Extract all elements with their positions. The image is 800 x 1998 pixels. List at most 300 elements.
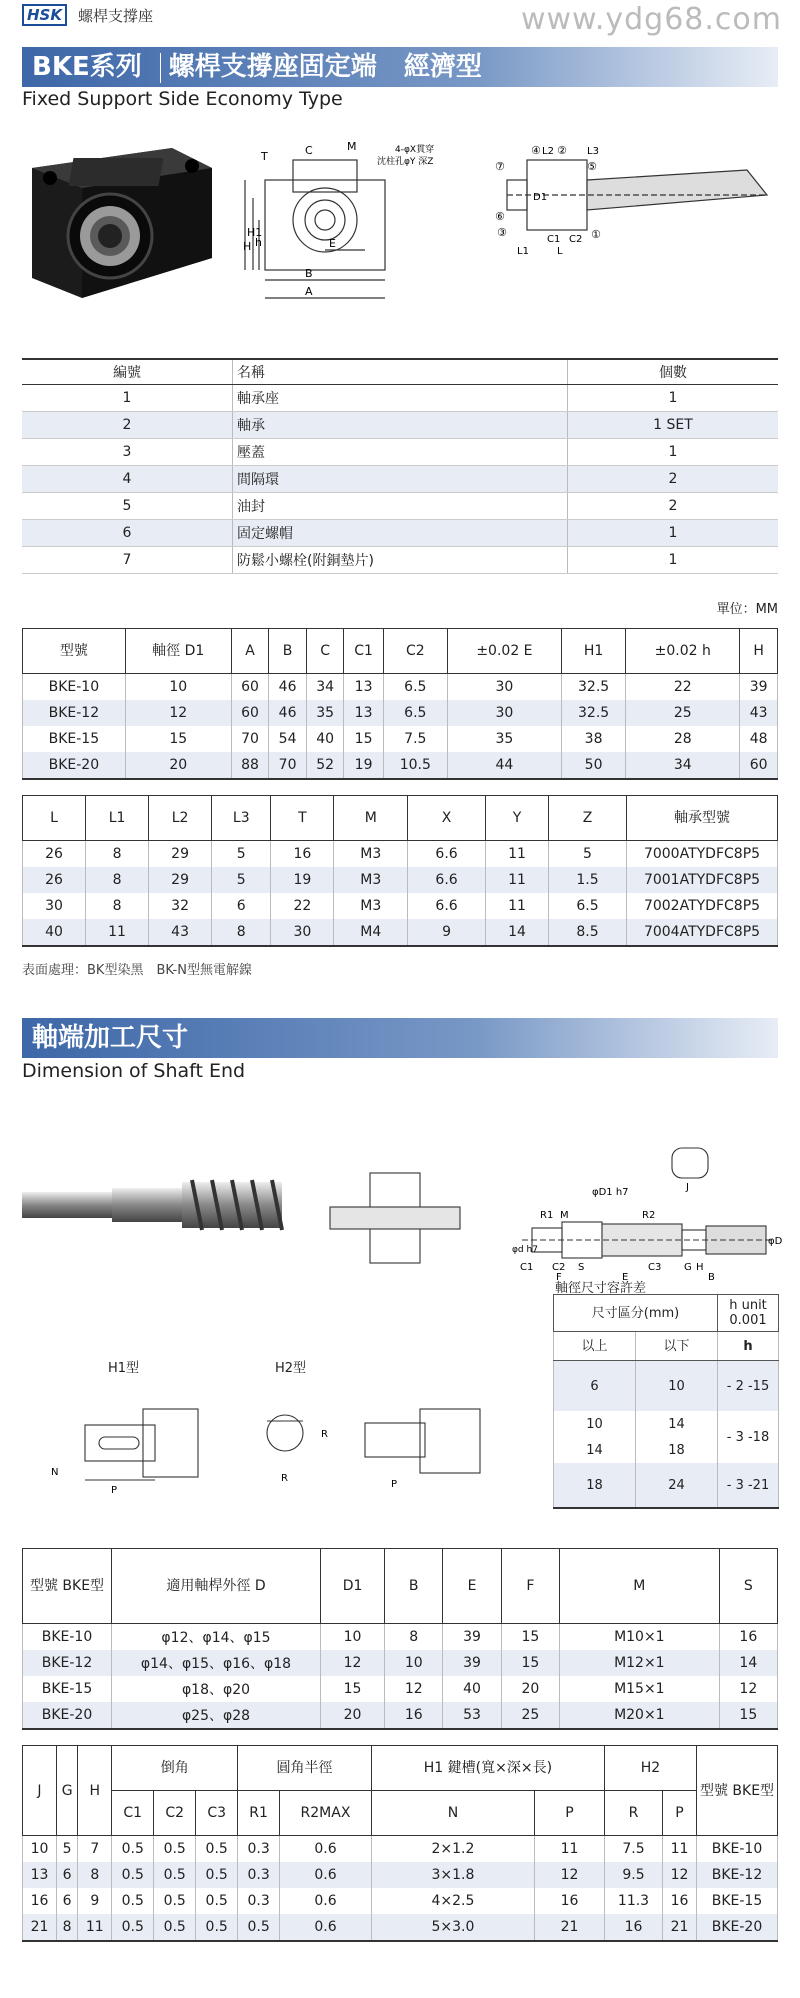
col-header: P <box>535 1791 605 1836</box>
table-cell: 8.5 <box>549 919 627 946</box>
col-header: C1 <box>344 629 383 674</box>
section2-title-bar <box>22 1018 778 1058</box>
table-cell: BKE-15 <box>23 1676 112 1702</box>
table-cell: 4×2.5 <box>371 1888 534 1914</box>
table-cell: 26 <box>23 867 86 893</box>
table-row <box>23 841 778 868</box>
table-cell: 2 <box>568 466 779 493</box>
part-3: ③ <box>497 226 507 239</box>
table-cell: 10 <box>125 674 231 701</box>
part-6: ⑥ <box>495 210 505 223</box>
table-cell: 0.3 <box>238 1862 280 1888</box>
table-cell: 60 <box>740 752 778 779</box>
table-cell: 30 <box>271 919 334 946</box>
col-header: 型號 <box>23 629 126 674</box>
table-cell: 1 <box>22 385 233 412</box>
table-row <box>23 1888 778 1914</box>
table-cell: 16 <box>385 1702 443 1729</box>
shaft-photo <box>22 1170 282 1245</box>
table-cell: 32 <box>149 893 212 919</box>
table-cell: 固定螺帽 <box>233 520 568 547</box>
table-cell: 6.6 <box>408 867 486 893</box>
label-C1: C1 <box>520 1262 534 1273</box>
col-header: S <box>719 1549 777 1624</box>
col-header: C2 <box>383 629 447 674</box>
table-cell: 12 <box>719 1676 777 1702</box>
table-cell: 5×3.0 <box>371 1914 534 1941</box>
table-cell: 3 <box>22 439 233 466</box>
table-cell: 15 <box>501 1624 559 1651</box>
table-cell: 6.6 <box>408 893 486 919</box>
col-header: T <box>271 796 334 841</box>
table-cell: 0.5 <box>112 1914 154 1941</box>
h1-label-P: P <box>111 1485 118 1496</box>
col-header: B <box>385 1549 443 1624</box>
table-cell: 0.6 <box>280 1888 372 1914</box>
table-cell: 6 <box>554 1361 636 1412</box>
table-cell: 8 <box>56 1914 77 1941</box>
table-cell: 10 <box>385 1650 443 1676</box>
label-H: H <box>696 1262 704 1273</box>
table-cell: 7001ATYDFC8P5 <box>627 867 778 893</box>
table-cell: 11 <box>485 867 548 893</box>
label-h: h <box>255 236 262 249</box>
table-cell: 11 <box>78 1914 112 1941</box>
table-cell: φ12、φ14、φ15 <box>112 1624 321 1651</box>
table-cell: 0.5 <box>196 1914 238 1941</box>
table-cell: M12×1 <box>560 1650 720 1676</box>
table-cell: 8 <box>212 919 271 946</box>
table-row <box>23 893 778 919</box>
table-cell: 30 <box>447 674 561 701</box>
table-row <box>22 547 778 574</box>
col-header: M <box>560 1549 720 1624</box>
table-row <box>22 493 778 520</box>
label-L1: L1 <box>517 246 529 257</box>
table-cell: 0.5 <box>154 1888 196 1914</box>
label-E: E <box>329 237 336 250</box>
table-cell: 20 <box>125 752 231 779</box>
table-cell: 9.5 <box>604 1862 662 1888</box>
section-title: 螺桿支撐座固定端 <box>168 52 377 82</box>
table-cell: 6 <box>56 1888 77 1914</box>
table-cell: 16 <box>719 1624 777 1651</box>
shaft-bearing-drawing <box>330 1165 460 1275</box>
table-cell: 0.5 <box>154 1862 196 1888</box>
table-cell: 30 <box>447 700 561 726</box>
table-cell: 25 <box>626 700 740 726</box>
table-cell: 4 <box>22 466 233 493</box>
table-cell: 7.5 <box>604 1836 662 1863</box>
h2-label-R: R <box>321 1429 328 1440</box>
section2-title-en: Dimension of Shaft End <box>22 1060 246 1082</box>
table-cell: BKE-10 <box>23 674 126 701</box>
table-cell: 12 <box>125 700 231 726</box>
table-cell: M3 <box>334 841 408 868</box>
table-cell: BKE-20 <box>23 752 126 779</box>
table-cell: 18 <box>554 1463 636 1508</box>
table-cell: 16 <box>23 1888 57 1914</box>
part-1: ① <box>591 228 601 241</box>
table-cell: 16 <box>535 1888 605 1914</box>
label-R2: R2 <box>642 1210 656 1221</box>
table-cell: 1 <box>568 547 779 574</box>
label-F: F <box>556 1272 562 1283</box>
table-cell: BKE-20 <box>697 1914 778 1941</box>
table-cell: 軸承座 <box>233 385 568 412</box>
table-cell: 1 <box>568 385 779 412</box>
table-cell: 14 <box>485 919 548 946</box>
col-header: 型號 BKE型 <box>697 1746 778 1836</box>
table-cell: 軸承 <box>233 412 568 439</box>
table-cell: 40 <box>23 919 86 946</box>
table-cell: 53 <box>443 1702 501 1729</box>
col-header: L2 <box>149 796 212 841</box>
table-cell: 12 <box>321 1650 385 1676</box>
table-cell: 29 <box>149 867 212 893</box>
h2-type-drawing <box>255 1395 490 1495</box>
group-header: H2 <box>604 1746 696 1791</box>
section-view-drawing <box>487 140 782 345</box>
table-cell: 10 <box>321 1624 385 1651</box>
table-cell: 壓蓋 <box>233 439 568 466</box>
label-C: C <box>305 144 313 157</box>
table-cell: 6 <box>22 520 233 547</box>
table-cell: 15 <box>321 1676 385 1702</box>
table-cell: 11 <box>485 841 548 868</box>
table-cell: 39 <box>443 1650 501 1676</box>
table-row <box>23 752 778 779</box>
table-cell: 0.5 <box>112 1836 154 1863</box>
table-cell: 10 <box>23 1836 57 1863</box>
label-L2: L2 <box>542 146 554 157</box>
table-cell: BKE-10 <box>697 1836 778 1863</box>
table-cell: 46 <box>269 674 307 701</box>
surface-treatment-note: 表面處理：BK型染黑 BK-N型無電解鎳 <box>22 963 252 978</box>
h1-label-N: N <box>51 1467 59 1478</box>
col-header: 名稱 <box>233 359 568 385</box>
col-header: R1 <box>238 1791 280 1836</box>
table-cell: 0.3 <box>238 1888 280 1914</box>
table-cell: 60 <box>231 700 269 726</box>
table-row <box>22 520 778 547</box>
table-cell: 70 <box>231 726 269 752</box>
table-cell: 60 <box>231 674 269 701</box>
label-B: B <box>305 267 313 280</box>
label-H1: H1 <box>247 226 263 239</box>
table-cell: 35 <box>306 700 344 726</box>
col-header: L <box>23 796 86 841</box>
table-cell: 34 <box>306 674 344 701</box>
table-cell: 5 <box>549 841 627 868</box>
table-cell: 7000ATYDFC8P5 <box>627 841 778 868</box>
table-row <box>554 1361 779 1412</box>
label-R1: R1 <box>540 1210 554 1221</box>
table-cell: φ25、φ28 <box>112 1702 321 1729</box>
label-J: J <box>686 1182 689 1193</box>
label-C2: C2 <box>552 1262 566 1273</box>
table-cell: 0.5 <box>238 1914 280 1941</box>
part-7: ⑦ <box>495 160 505 173</box>
h2-label-P: P <box>391 1479 398 1490</box>
col-header: F <box>501 1549 559 1624</box>
label-M: M <box>560 1210 569 1221</box>
table-cell: - 3 -18 <box>718 1411 779 1463</box>
table-cell: h <box>718 1332 779 1361</box>
table-cell: 6.5 <box>549 893 627 919</box>
table-cell: 24 <box>635 1463 717 1508</box>
table-cell: 以上 <box>554 1332 636 1361</box>
table-cell: 0.5 <box>154 1914 196 1941</box>
table-cell: 12 <box>663 1862 697 1888</box>
table-cell: 26 <box>23 841 86 868</box>
label-L: L <box>557 246 563 257</box>
col-header: M <box>334 796 408 841</box>
table-row <box>23 1702 778 1729</box>
label-B: B <box>708 1272 715 1283</box>
table-cell: - 3 -21 <box>718 1463 779 1508</box>
table-cell: 39 <box>443 1624 501 1651</box>
label-L3: L3 <box>587 146 599 157</box>
table-row <box>23 1836 778 1863</box>
table-cell: BKE-10 <box>23 1624 112 1651</box>
table-cell: 0.5 <box>112 1888 154 1914</box>
table-cell: 以下 <box>635 1332 717 1361</box>
col-header: X <box>408 796 486 841</box>
table-cell: 10 <box>635 1361 717 1412</box>
table-cell: 50 <box>562 752 626 779</box>
table-cell: 30 <box>23 893 86 919</box>
table-cell: 0.5 <box>196 1836 238 1863</box>
table-cell: 0.5 <box>196 1888 238 1914</box>
table-cell: 16 <box>271 841 334 868</box>
col-header: ±0.02 h <box>626 629 740 674</box>
table-row <box>23 1624 778 1651</box>
table-cell: BKE-12 <box>23 1650 112 1676</box>
table-cell: BKE-12 <box>697 1862 778 1888</box>
table-cell: 28 <box>626 726 740 752</box>
shaft-end-drawing <box>512 1140 783 1283</box>
table-cell: 0.6 <box>280 1836 372 1863</box>
table-row <box>554 1411 779 1437</box>
table-cell: 44 <box>447 752 561 779</box>
col-header: 軸徑 D1 <box>125 629 231 674</box>
table-cell: 8 <box>86 841 149 868</box>
table-cell: BKE-20 <box>23 1702 112 1729</box>
table-cell: 18 <box>635 1437 717 1463</box>
table-cell: 2×1.2 <box>371 1836 534 1863</box>
table-cell: φ18、φ20 <box>112 1676 321 1702</box>
section-title-bar <box>22 47 778 87</box>
table-cell: φ14、φ15、φ16、φ18 <box>112 1650 321 1676</box>
h1-type-title: H1型 <box>108 1361 140 1376</box>
table-cell: 52 <box>306 752 344 779</box>
part-5: ⑤ <box>587 160 597 173</box>
col-header: 尺寸區分(mm) <box>554 1295 718 1332</box>
col-header: h unit 0.001 <box>718 1295 779 1332</box>
tolerance-table <box>553 1294 779 1509</box>
table-cell: 油封 <box>233 493 568 520</box>
h1-type-drawing <box>45 1395 205 1495</box>
table-cell: 6 <box>56 1862 77 1888</box>
hole-note-2: 沈柱孔φY 深Z <box>377 157 434 167</box>
table-cell: 13 <box>23 1862 57 1888</box>
tolerance-caption: 軸徑尺寸容許差 <box>555 1281 647 1296</box>
table-cell: 8 <box>86 867 149 893</box>
table-cell: 0.6 <box>280 1914 372 1941</box>
col-header: J <box>23 1746 57 1836</box>
table-cell: 防鬆小螺栓(附銅墊片) <box>233 547 568 574</box>
table-cell: 15 <box>501 1650 559 1676</box>
unit-label: 單位：MM <box>716 602 778 617</box>
h2-type-title: H2型 <box>275 1361 307 1376</box>
col-header: H1 <box>562 629 626 674</box>
table-cell: 11 <box>535 1836 605 1863</box>
table-cell: 3×1.8 <box>371 1862 534 1888</box>
table-cell: 7 <box>78 1836 112 1863</box>
table-cell: 5 <box>56 1836 77 1863</box>
table-cell: - 2 -15 <box>718 1361 779 1412</box>
table-cell: 9 <box>78 1888 112 1914</box>
table-cell: M15×1 <box>560 1676 720 1702</box>
table-row <box>23 1676 778 1702</box>
col-header: E <box>443 1549 501 1624</box>
col-header: H <box>740 629 778 674</box>
table-cell: 11 <box>86 919 149 946</box>
table-cell: 70 <box>269 752 307 779</box>
table-cell: 9 <box>408 919 486 946</box>
table-cell: 12 <box>535 1862 605 1888</box>
label-dh7: φd h7 <box>512 1245 538 1255</box>
col-header: 個數 <box>568 359 779 385</box>
table-cell: M20×1 <box>560 1702 720 1729</box>
table-cell: 14 <box>635 1411 717 1437</box>
label-E: E <box>622 1272 629 1283</box>
parts-table <box>22 358 778 574</box>
col-header: D1 <box>321 1549 385 1624</box>
col-header: 型號 BKE型 <box>23 1549 112 1624</box>
table-row <box>23 867 778 893</box>
col-header: G <box>56 1746 77 1836</box>
table-row <box>554 1463 779 1508</box>
brand-subtitle: 螺桿支撐座 <box>78 7 154 25</box>
table-cell: 32.5 <box>562 700 626 726</box>
table-cell: 8 <box>78 1862 112 1888</box>
col-header: H <box>78 1746 112 1836</box>
label-C1: C1 <box>547 234 561 245</box>
table-cell: 11 <box>663 1836 697 1863</box>
table-cell: 1 <box>568 439 779 466</box>
table-cell: 11 <box>485 893 548 919</box>
table-cell: BKE-15 <box>697 1888 778 1914</box>
table-row <box>23 919 778 946</box>
table-cell: 46 <box>269 700 307 726</box>
table-cell: 15 <box>125 726 231 752</box>
shaft-end-table-1 <box>22 1548 778 1730</box>
table-row <box>22 412 778 439</box>
part-4: ④ <box>531 144 541 157</box>
site-url[interactable]: www.ydg68.com <box>520 2 782 37</box>
col-header: C2 <box>154 1791 196 1836</box>
table-cell: 5 <box>212 841 271 868</box>
col-header: P <box>663 1791 697 1836</box>
table-cell: 15 <box>344 726 383 752</box>
table-cell: 0.5 <box>154 1836 196 1863</box>
table-cell: 20 <box>321 1702 385 1729</box>
col-header: C3 <box>196 1791 238 1836</box>
table-cell: 13 <box>344 674 383 701</box>
label-M: M <box>347 140 357 153</box>
table-cell: 15 <box>719 1702 777 1729</box>
label-C3: C3 <box>648 1262 662 1273</box>
table-cell: 7.5 <box>383 726 447 752</box>
table-cell: 7 <box>22 547 233 574</box>
table-row <box>23 1862 778 1888</box>
part-2: ② <box>557 144 567 157</box>
label-D1: D1 <box>533 192 548 203</box>
table-cell: 21 <box>23 1914 57 1941</box>
table-cell: 43 <box>149 919 212 946</box>
table-cell: 6.5 <box>383 700 447 726</box>
col-header: 編號 <box>22 359 233 385</box>
table-cell: M3 <box>334 867 408 893</box>
table-row <box>23 1650 778 1676</box>
table-cell: 21 <box>535 1914 605 1941</box>
table-cell: 1 <box>568 520 779 547</box>
col-header: 軸承型號 <box>627 796 778 841</box>
group-header: H1 鍵槽(寬×深×長) <box>371 1746 604 1791</box>
col-header: R2MAX <box>280 1791 372 1836</box>
table-cell: 19 <box>271 867 334 893</box>
table-cell: 38 <box>562 726 626 752</box>
table-cell: 間隔環 <box>233 466 568 493</box>
shaft-end-table-2 <box>22 1745 778 1942</box>
table-cell: 40 <box>443 1676 501 1702</box>
table-cell: 20 <box>501 1676 559 1702</box>
table-cell: 88 <box>231 752 269 779</box>
dimensions-table-1 <box>22 628 778 780</box>
table-row <box>23 700 778 726</box>
label-H: H <box>243 240 252 253</box>
table-row <box>23 1914 778 1941</box>
col-header: L1 <box>86 796 149 841</box>
table-cell: 1 SET <box>568 412 779 439</box>
h2-label-R2: R <box>281 1473 288 1484</box>
col-header: N <box>371 1791 534 1836</box>
front-view-drawing <box>245 140 460 345</box>
col-header: C <box>306 629 344 674</box>
table-cell: M3 <box>334 893 408 919</box>
table-cell: 8 <box>86 893 149 919</box>
table-cell: 29 <box>149 841 212 868</box>
table-cell: 22 <box>271 893 334 919</box>
dimensions-table-2 <box>22 795 778 947</box>
section-subtitle: 經濟型 <box>403 52 482 82</box>
table-cell: 40 <box>306 726 344 752</box>
table-cell: 22 <box>626 674 740 701</box>
table-cell: 7002ATYDFC8P5 <box>627 893 778 919</box>
table-cell: 19 <box>344 752 383 779</box>
table-cell: 35 <box>447 726 561 752</box>
table-cell: 16 <box>663 1888 697 1914</box>
col-header: L3 <box>212 796 271 841</box>
table-cell: 8 <box>385 1624 443 1651</box>
brand-logo: HSK <box>22 4 67 26</box>
group-header: 倒角 <box>112 1746 238 1791</box>
col-header: C1 <box>112 1791 154 1836</box>
table-cell: 12 <box>385 1676 443 1702</box>
product-photo <box>22 138 232 328</box>
